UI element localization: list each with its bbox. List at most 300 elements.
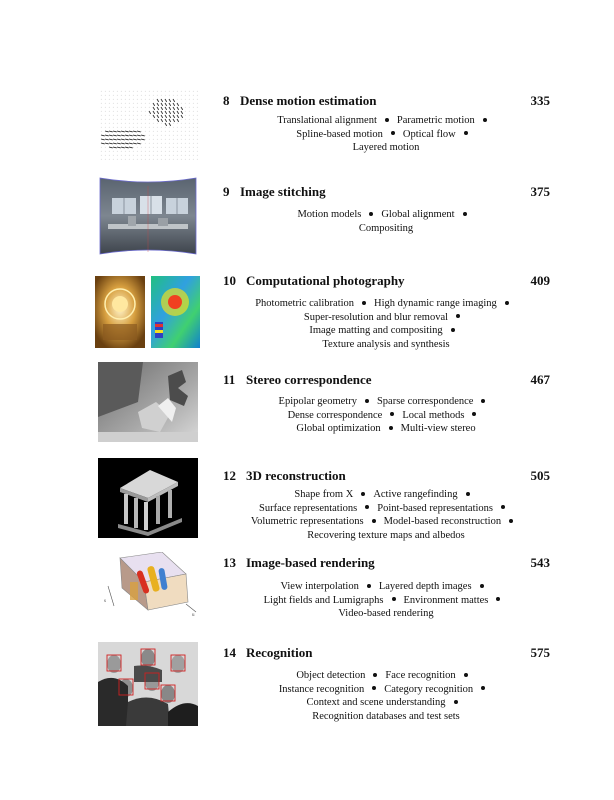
motion-vector [161, 135, 162, 136]
motion-vector [145, 119, 146, 120]
motion-vector [125, 139, 129, 140]
motion-vector [189, 155, 190, 156]
motion-vector [121, 123, 122, 124]
motion-vector [133, 103, 134, 104]
motion-vector [105, 143, 109, 144]
topic-line [230, 114, 542, 128]
motion-vector [161, 123, 162, 124]
motion-vector [193, 91, 194, 92]
chapter-number: 11 [223, 372, 236, 387]
motion-vector [137, 127, 138, 128]
depth-map-thumbnail [98, 362, 198, 442]
motion-vector [145, 147, 146, 148]
motion-vector [153, 99, 154, 100]
motion-vector [173, 119, 175, 122]
motion-vector [197, 151, 198, 152]
motion-vector [137, 99, 138, 100]
motion-vector [177, 151, 178, 152]
motion-vector [149, 91, 150, 92]
motion-vector [117, 111, 118, 112]
motion-vector [141, 95, 142, 96]
motion-vector [185, 135, 186, 136]
topic-item[interactable]: Texture analysis and synthesis [322, 338, 450, 350]
motion-vector [185, 99, 186, 100]
motion-vector [181, 123, 182, 124]
motion-vector [193, 119, 194, 120]
motion-vector [109, 95, 110, 96]
chapter-heading[interactable] [223, 468, 550, 486]
motion-vector [109, 123, 110, 124]
chapter-number: 10 [223, 273, 236, 288]
topic-item[interactable]: Point-based representations [377, 502, 493, 514]
topic-item[interactable]: Parametric motion [396, 115, 475, 126]
motion-vector [177, 143, 178, 144]
motion-vector [125, 107, 126, 108]
page-number: 335 [530, 93, 550, 108]
motion-vector [105, 115, 106, 116]
motion-vector [169, 103, 171, 106]
motion-vector [109, 103, 110, 104]
motion-vector [165, 115, 167, 118]
chapter-heading[interactable] [223, 273, 550, 291]
motion-vector [133, 147, 134, 148]
chapter-title[interactable]: Image-based rendering [246, 555, 375, 570]
topic-item[interactable]: Optical flow [402, 128, 456, 140]
topic-item[interactable]: Spline-based motion [296, 128, 383, 140]
topic-item[interactable]: Face recognition [385, 670, 456, 681]
page-number: 543 [530, 555, 550, 570]
motion-vector [105, 159, 106, 160]
motion-vector [121, 139, 125, 140]
svg-text:s: s [104, 599, 106, 604]
motion-vector [141, 159, 142, 160]
motion-vector [173, 115, 175, 118]
motion-vector [105, 95, 106, 96]
motion-vector [145, 111, 146, 112]
motion-vector [173, 107, 175, 110]
motion-vector [173, 111, 175, 114]
motion-vector [153, 159, 154, 160]
motion-vector [161, 147, 162, 148]
motion-vector [137, 103, 138, 104]
motion-vector [117, 91, 118, 92]
topic-item[interactable]: Translational alignment [277, 115, 377, 126]
motion-vector [193, 103, 194, 104]
bullet-separator [451, 328, 455, 332]
motion-vector [189, 143, 190, 144]
chapter-title[interactable]: Computational photography [246, 273, 405, 288]
motion-vector [181, 143, 182, 144]
motion-vector [105, 151, 106, 152]
motion-vector [101, 159, 102, 160]
motion-vector [125, 99, 126, 100]
topic-item[interactable]: Video-based rendering [338, 608, 434, 620]
topic-item[interactable]: Compositing [358, 222, 414, 234]
motion-vector [181, 95, 182, 96]
motion-vector [193, 143, 194, 144]
bullet-separator [373, 673, 377, 677]
motion-vector [157, 139, 158, 140]
motion-vector [133, 119, 134, 120]
motion-vector [169, 111, 171, 114]
motion-vector [141, 135, 145, 136]
motion-vector [117, 127, 118, 128]
topic-item[interactable]: Super-resolution and blur removal [303, 311, 449, 323]
motion-vector [189, 139, 190, 140]
motion-vector [173, 159, 174, 160]
chapter-heading[interactable] [223, 555, 550, 573]
motion-vector [189, 131, 190, 132]
topic-item[interactable]: Object detection [296, 670, 366, 681]
motion-vector [157, 91, 158, 92]
motion-vector [173, 143, 174, 144]
motion-vector [157, 99, 159, 102]
topic-item[interactable]: Context and scene understanding [306, 697, 446, 709]
motion-vector [137, 107, 138, 108]
motion-vector [125, 131, 129, 132]
motion-vector [117, 107, 118, 108]
motion-vector [149, 151, 150, 152]
topic-line [230, 141, 542, 155]
motion-vector [109, 131, 113, 132]
motion-vector [133, 127, 134, 128]
motion-vector [109, 127, 110, 128]
topic-item[interactable]: Layered motion [352, 142, 420, 154]
motion-vector [165, 147, 166, 148]
motion-vector [185, 139, 186, 140]
motion-vector [193, 127, 194, 128]
topic-item[interactable]: Environment mattes [403, 594, 489, 606]
motion-vector [189, 91, 190, 92]
motion-vector [173, 131, 174, 132]
topic-item[interactable]: Category recognition [384, 683, 474, 695]
topic-line [230, 580, 542, 594]
motion-vector [133, 135, 137, 136]
motion-vector [193, 159, 194, 160]
motion-vector [145, 159, 146, 160]
motion-vector [145, 151, 146, 152]
motion-vector [153, 143, 154, 144]
chapter-heading[interactable] [223, 645, 550, 663]
motion-vector [149, 95, 150, 96]
chapter-heading[interactable] [223, 372, 550, 390]
bullet-separator [372, 519, 376, 523]
motion-vector [149, 123, 150, 124]
motion-vector [193, 123, 194, 124]
motion-vector [189, 95, 190, 96]
topic-list [230, 488, 542, 542]
motion-vector [133, 151, 134, 152]
motion-vector [169, 107, 171, 110]
motion-vector [133, 159, 134, 160]
motion-vector [165, 143, 166, 144]
topic-item[interactable]: Surface representations [258, 502, 358, 514]
motion-vector [101, 95, 102, 96]
motion-vector [177, 91, 178, 92]
motion-vector [185, 123, 186, 124]
topic-item[interactable]: View interpolation [280, 581, 359, 592]
motion-vector [157, 103, 159, 106]
motion-vector [173, 151, 174, 152]
topic-item[interactable]: Instance recognition [278, 683, 365, 695]
motion-vector [153, 151, 154, 152]
motion-vector [129, 151, 130, 152]
motion-vector [153, 95, 154, 96]
topic-line [230, 297, 542, 311]
topic-item[interactable]: Layered depth images [378, 581, 472, 592]
motion-vector [109, 143, 113, 144]
motion-vector [129, 139, 133, 140]
bullet-separator [454, 700, 458, 704]
topic-item[interactable]: Photometric calibration [255, 298, 355, 309]
motion-vector [193, 131, 194, 132]
motion-vector [133, 95, 134, 96]
motion-vector [189, 135, 190, 136]
motion-vector [137, 119, 138, 120]
motion-vector-field-thumbnail [98, 88, 198, 160]
motion-vector [165, 139, 166, 140]
motion-vector [185, 103, 186, 104]
motion-vector [141, 107, 142, 108]
topic-item[interactable]: Image matting and compositing [309, 325, 443, 337]
motion-vector [169, 155, 170, 156]
motion-vector [157, 135, 158, 136]
bullet-separator [362, 301, 366, 305]
motion-vector [193, 135, 194, 136]
motion-vector [157, 111, 159, 114]
motion-vector [197, 139, 198, 140]
topic-item[interactable]: Multi-view stereo [400, 423, 476, 435]
chapter-title[interactable]: Stereo correspondence [246, 372, 372, 387]
motion-vector [121, 135, 125, 136]
motion-vector [121, 91, 122, 92]
bullet-separator [501, 505, 505, 509]
motion-vector [157, 151, 158, 152]
motion-vector [193, 115, 194, 116]
motion-vector [113, 91, 114, 92]
topic-item[interactable]: Active rangefinding [373, 489, 458, 500]
motion-vector [181, 135, 182, 136]
motion-vector [161, 143, 162, 144]
motion-vector [157, 131, 158, 132]
topic-item[interactable]: Recovering texture maps and albedos [307, 529, 465, 541]
motion-vector [113, 159, 114, 160]
motion-vector [197, 131, 198, 132]
motion-vector [169, 135, 170, 136]
motion-vector [137, 91, 138, 92]
motion-vector [157, 159, 158, 160]
topic-item[interactable]: Global optimization [296, 423, 381, 435]
motion-vector [101, 119, 102, 120]
motion-vector [109, 151, 110, 152]
motion-vector [113, 115, 114, 116]
topic-item[interactable]: Global alignment [381, 209, 455, 220]
motion-vector [189, 111, 190, 112]
motion-vector [149, 115, 150, 116]
motion-vector [197, 123, 198, 124]
topic-line [230, 594, 542, 608]
motion-vector [149, 155, 150, 156]
topic-item[interactable]: Volumetric representations [250, 516, 364, 528]
topic-line [230, 683, 542, 697]
topic-line [230, 488, 542, 502]
motion-vector [149, 111, 151, 114]
motion-vector [165, 159, 166, 160]
topic-line [230, 311, 542, 325]
motion-vector [157, 127, 158, 128]
motion-vector [125, 119, 126, 120]
motion-vector [169, 159, 170, 160]
motion-vector [121, 131, 125, 132]
motion-vector [161, 91, 162, 92]
motion-vector [109, 115, 110, 116]
topic-list [230, 208, 542, 235]
motion-vector [137, 111, 138, 112]
bullet-separator [480, 584, 484, 588]
motion-vector [133, 155, 134, 156]
motion-vector [129, 155, 130, 156]
motion-vector [129, 99, 130, 100]
motion-vector [157, 147, 158, 148]
motion-vector [193, 99, 194, 100]
topic-item[interactable]: Motion models [297, 209, 362, 220]
motion-vector [137, 159, 138, 160]
motion-vector [113, 155, 114, 156]
motion-vector [117, 95, 118, 96]
motion-vector [169, 143, 170, 144]
motion-vector [141, 143, 142, 144]
motion-vector [157, 123, 158, 124]
motion-vector [113, 107, 114, 108]
topic-item[interactable]: High dynamic range imaging [374, 298, 497, 309]
motion-vector [101, 91, 102, 92]
motion-vector [109, 99, 110, 100]
page-number: 505 [530, 468, 550, 483]
motion-vector [161, 139, 162, 140]
page-number: 467 [530, 372, 550, 387]
bullet-separator [389, 426, 393, 430]
motion-vector [121, 143, 125, 144]
topic-item[interactable]: Light fields and Lumigraphs [263, 594, 384, 606]
motion-vector [145, 135, 146, 136]
motion-vector [157, 155, 158, 156]
motion-vector [117, 159, 118, 160]
motion-vector [165, 135, 166, 136]
motion-vector [125, 151, 126, 152]
chapter-title[interactable]: Image stitching [240, 184, 326, 199]
bullet-separator [369, 212, 373, 216]
bullet-separator [372, 686, 376, 690]
motion-vector [161, 151, 162, 152]
topic-item[interactable]: Recognition databases and test sets [312, 710, 460, 722]
motion-vector [153, 107, 155, 110]
motion-vector [125, 127, 126, 128]
motion-vector [197, 107, 198, 108]
motion-vector [185, 147, 186, 148]
bullet-separator [466, 492, 470, 496]
motion-vector [161, 95, 162, 96]
motion-vector [177, 139, 178, 140]
motion-vector [169, 91, 170, 92]
topic-item[interactable]: Dense correspondence [287, 409, 383, 421]
chapter-number: 13 [223, 555, 236, 570]
motion-vector [149, 139, 150, 140]
chapter-heading[interactable] [223, 93, 550, 111]
topic-item[interactable]: Epipolar geometry [278, 396, 357, 407]
motion-vector [101, 103, 102, 104]
motion-vector [145, 103, 146, 104]
topic-item[interactable]: Shape from X [294, 489, 354, 500]
topic-line [230, 409, 542, 423]
chapter-number: 12 [223, 468, 236, 483]
page-number: 375 [530, 184, 550, 199]
topic-item[interactable]: Sparse correspondence [376, 396, 474, 407]
motion-vector [165, 127, 166, 128]
face-detection-thumbnail [98, 642, 198, 726]
motion-vector [149, 103, 150, 104]
chapter-heading[interactable] [223, 184, 550, 202]
bullet-separator [464, 131, 468, 135]
motion-vector [117, 151, 118, 152]
motion-vector [177, 131, 178, 132]
bullet-separator [365, 399, 369, 403]
chapter-title[interactable]: Dense motion estimation [240, 93, 377, 108]
motion-vector [141, 119, 142, 120]
chapter-title[interactable]: Recognition [246, 645, 313, 660]
motion-vector [109, 111, 110, 112]
motion-vector [169, 99, 171, 102]
topic-line [230, 395, 542, 409]
motion-vector [193, 111, 194, 112]
motion-vector [181, 147, 182, 148]
motion-vector [161, 115, 163, 118]
motion-vector [193, 95, 194, 96]
topic-list [230, 114, 542, 155]
motion-vector [189, 115, 190, 116]
motion-vector [117, 115, 118, 116]
motion-vector [185, 107, 186, 108]
motion-vector [109, 135, 113, 136]
motion-vector [129, 135, 133, 136]
motion-vector [149, 131, 150, 132]
bullet-separator [464, 673, 468, 677]
motion-vector [181, 119, 182, 120]
motion-vector [145, 139, 146, 140]
motion-vector [101, 147, 102, 148]
motion-vector [125, 115, 126, 116]
bullet-separator [496, 597, 500, 601]
motion-vector [153, 115, 155, 118]
motion-vector [149, 147, 150, 148]
motion-vector [145, 131, 146, 132]
motion-vector [141, 111, 142, 112]
motion-vector [185, 151, 186, 152]
motion-vector [169, 123, 171, 126]
motion-vector [129, 111, 130, 112]
motion-vector [173, 95, 174, 96]
motion-vector [177, 123, 178, 124]
topic-item[interactable]: Model-based reconstruction [383, 516, 502, 528]
topic-line [230, 422, 542, 436]
motion-vector [133, 115, 134, 116]
motion-vector [197, 159, 198, 160]
motion-vector [181, 139, 182, 140]
motion-vector [189, 99, 190, 100]
temple-model-thumbnail [98, 458, 198, 538]
chapter-title[interactable]: 3D reconstruction [246, 468, 346, 483]
motion-vector [145, 107, 146, 108]
topic-item[interactable]: Local methods [402, 409, 465, 421]
